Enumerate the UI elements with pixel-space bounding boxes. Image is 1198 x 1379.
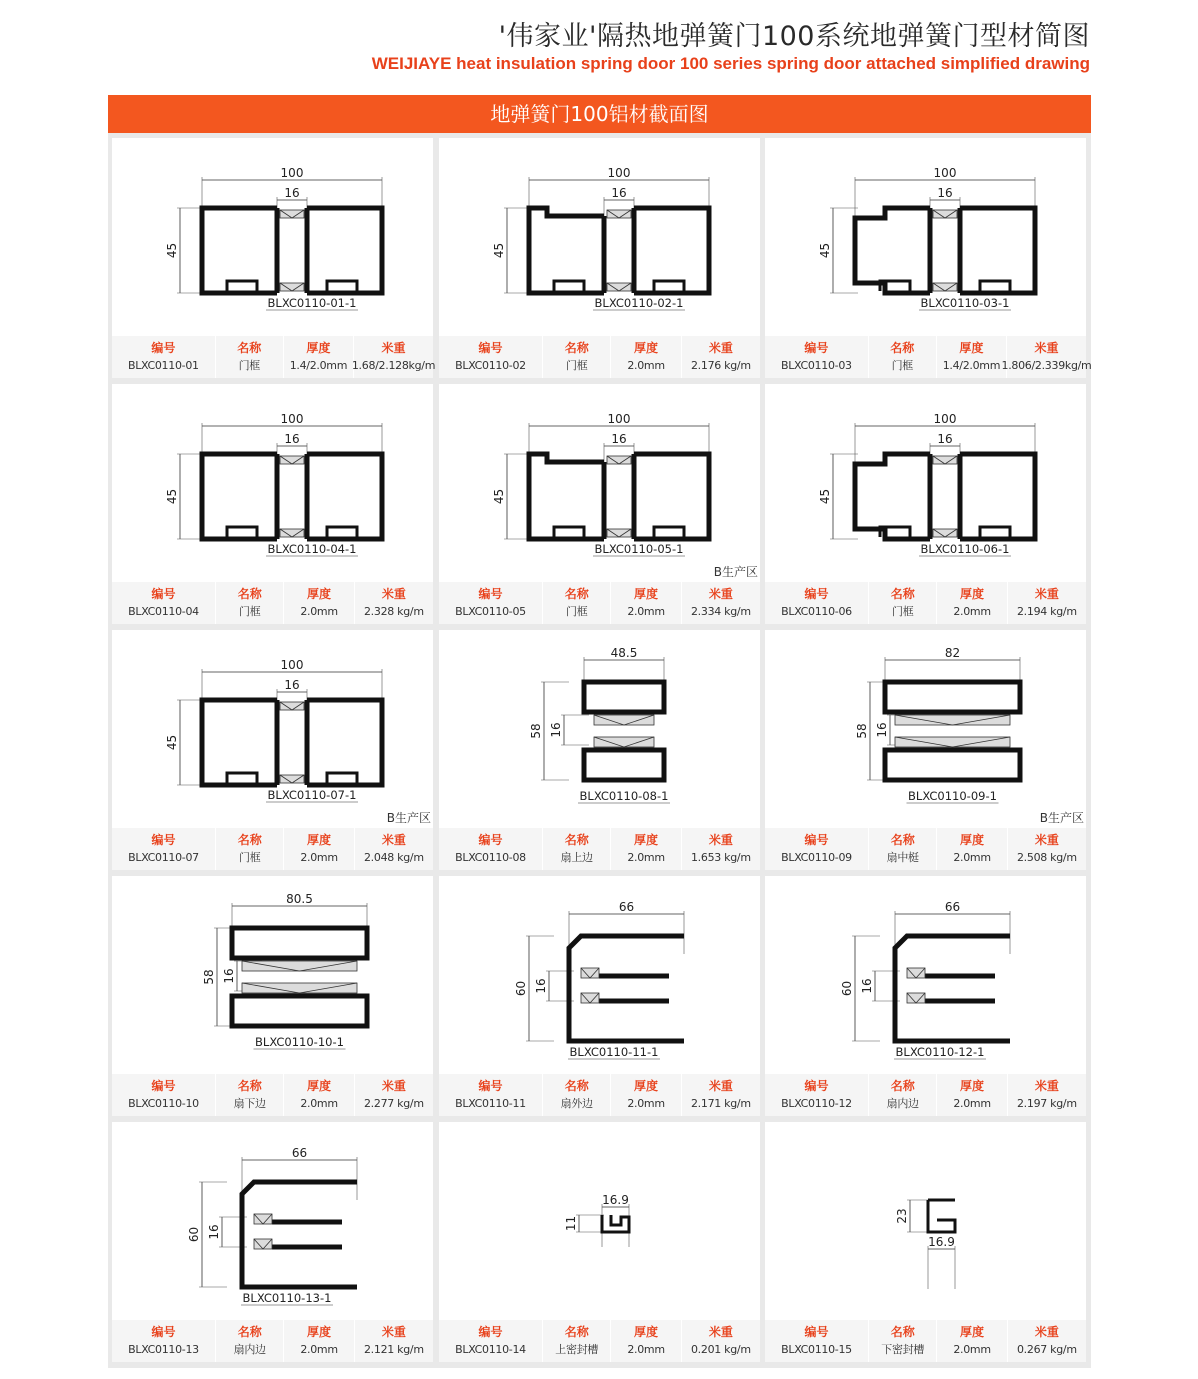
- drawing-label: BLXC0110-02-1: [594, 296, 684, 310]
- spec-header-weight: 米重: [1034, 1325, 1059, 1339]
- product-card: [765, 630, 1086, 870]
- name-value: 门框: [892, 605, 914, 618]
- spec-header-weight: 米重: [1034, 833, 1059, 847]
- spec-header-code: 编号: [151, 1325, 176, 1339]
- center-dimension: 16: [284, 432, 300, 446]
- code-value: BLXC0110-04: [128, 605, 199, 618]
- height-dimension: 58: [855, 723, 869, 739]
- name-value: 门框: [566, 605, 588, 618]
- production-zone-note: B生产区: [386, 811, 431, 825]
- spec-column-thickness: [611, 828, 681, 870]
- width-dimension: 16.9: [928, 1235, 955, 1249]
- spec-header-code: 编号: [478, 587, 503, 601]
- name-value: 扇下边: [233, 1097, 266, 1110]
- profile-cross-section-drawing: [765, 384, 1086, 582]
- spec-header-weight: 米重: [708, 1079, 733, 1093]
- profile-cross-section-drawing: [112, 138, 433, 336]
- code-value: BLXC0110-02: [455, 359, 526, 372]
- spec-table: [765, 1074, 1086, 1116]
- drawing-label: BLXC0110-01-1: [267, 296, 357, 310]
- spec-header-name: 名称: [564, 341, 589, 355]
- section-banner: 地弹簧门100铝材截面图: [108, 95, 1091, 133]
- spec-header-thickness: 厚度: [634, 1079, 659, 1093]
- product-card: [765, 384, 1086, 624]
- thickness-value: 2.0mm: [627, 1343, 665, 1356]
- profile-cross-section-drawing: [439, 138, 760, 336]
- weight-value: 2.194 kg/m: [1016, 605, 1077, 618]
- production-zone-note: B生产区: [1039, 811, 1084, 825]
- product-card: [765, 876, 1086, 1116]
- spec-column-weight: [1008, 828, 1086, 870]
- code-value: BLXC0110-10: [128, 1097, 199, 1110]
- spec-column-name: [543, 1074, 611, 1116]
- spec-column-name: [216, 828, 284, 870]
- spec-table: [765, 336, 1092, 378]
- width-dimension: 82: [944, 646, 961, 660]
- height-dimension: 45: [492, 488, 506, 505]
- spec-header-thickness: 厚度: [306, 341, 331, 355]
- spec-column-weight: [1008, 1074, 1086, 1116]
- spec-header-thickness: 厚度: [634, 833, 659, 847]
- code-value: BLXC0110-03: [780, 359, 852, 372]
- spec-header-name: 名称: [890, 1079, 915, 1093]
- drawing-label: BLXC0110-11-1: [569, 1045, 659, 1059]
- height-dimension: 45: [165, 242, 179, 259]
- spec-table: [439, 1074, 760, 1116]
- name-value: 扇中梃: [886, 851, 919, 864]
- width-dimension: 100: [933, 412, 957, 426]
- spec-column-code: [439, 582, 543, 624]
- width-dimension: 100: [280, 658, 304, 672]
- spec-table: [439, 828, 760, 870]
- center-dimension: 16: [534, 978, 548, 994]
- spec-table: [112, 1320, 433, 1362]
- width-dimension: 100: [280, 412, 304, 426]
- code-value: BLXC0110-13: [128, 1343, 199, 1356]
- spec-column-name: [869, 1320, 937, 1362]
- spec-header-thickness: 厚度: [960, 1325, 985, 1339]
- center-dimension: 16: [222, 968, 236, 984]
- spec-column-thickness: [284, 582, 354, 624]
- spec-header-code: 编号: [804, 1325, 829, 1339]
- spec-column-thickness: [284, 1320, 354, 1362]
- weight-value: 2.171 kg/m: [690, 1097, 751, 1110]
- spec-header-name: 名称: [237, 1325, 262, 1339]
- thickness-value: 2.0mm: [953, 1097, 991, 1110]
- spec-header-weight: 米重: [1034, 341, 1059, 355]
- product-card: [439, 876, 760, 1116]
- thickness-value: 2.0mm: [627, 1097, 665, 1110]
- spec-header-thickness: 厚度: [634, 341, 659, 355]
- spec-header-thickness: 厚度: [307, 1079, 332, 1093]
- code-value: BLXC0110-01: [127, 359, 199, 372]
- weight-value: 1.806/2.339kg/m: [1001, 359, 1092, 372]
- name-value: 门框: [239, 605, 261, 618]
- height-dimension: 58: [202, 969, 216, 985]
- height-dimension: 58: [529, 723, 543, 739]
- spec-header-weight: 米重: [708, 833, 733, 847]
- spec-column-thickness: [284, 336, 354, 378]
- drawing-label: BLXC0110-13-1: [242, 1291, 332, 1305]
- width-dimension: 80.5: [286, 892, 313, 906]
- weight-value: 2.176 kg/m: [690, 359, 751, 372]
- thickness-value: 2.0mm: [300, 851, 338, 864]
- spec-column-code: [439, 828, 543, 870]
- weight-value: 2.277 kg/m: [363, 1097, 424, 1110]
- spec-column-name: [869, 336, 937, 378]
- page-title: '伟家业'隔热地弹簧门100系统地弹簧门型材简图: [498, 21, 1090, 52]
- spec-column-thickness: [937, 336, 1007, 378]
- spec-header-name: 名称: [890, 587, 915, 601]
- spec-header-thickness: 厚度: [634, 1325, 659, 1339]
- center-dimension: 16: [860, 978, 874, 994]
- name-value: 上密封槽: [555, 1343, 599, 1356]
- product-card: [439, 384, 760, 624]
- spec-header-name: 名称: [564, 587, 589, 601]
- product-card: [112, 630, 433, 870]
- code-value: BLXC0110-12: [781, 1097, 852, 1110]
- code-value: BLXC0110-06: [781, 605, 852, 618]
- spec-header-code: 编号: [804, 587, 829, 601]
- spec-header-thickness: 厚度: [960, 833, 985, 847]
- drawing-label: BLXC0110-08-1: [579, 789, 669, 803]
- name-value: 门框: [239, 851, 261, 864]
- spec-column-code: [112, 1074, 216, 1116]
- drawing-label: BLXC0110-07-1: [267, 788, 357, 802]
- product-card: [765, 1122, 1086, 1362]
- spec-column-weight: [682, 336, 760, 378]
- height-dimension: 45: [165, 488, 179, 505]
- spec-table: [439, 336, 760, 378]
- profile-cross-section-drawing: [765, 138, 1086, 336]
- spec-column-name: [216, 1320, 284, 1362]
- thickness-value: 2.0mm: [953, 851, 991, 864]
- spec-column-code: [439, 1320, 543, 1362]
- product-card: [439, 138, 760, 378]
- weight-value: 2.197 kg/m: [1016, 1097, 1077, 1110]
- spec-column-thickness: [284, 828, 354, 870]
- spec-column-name: [543, 336, 611, 378]
- spec-column-weight: [682, 1074, 760, 1116]
- drawing-label: BLXC0110-09-1: [908, 789, 997, 803]
- width-dimension: 100: [933, 166, 957, 180]
- spec-column-code: [112, 828, 216, 870]
- spec-column-code: [765, 1074, 869, 1116]
- code-value: BLXC0110-08: [455, 851, 526, 864]
- spec-column-thickness: [937, 1320, 1007, 1362]
- spec-header-code: 编号: [804, 833, 829, 847]
- drawing-label: BLXC0110-06-1: [920, 542, 1010, 556]
- spec-table: [112, 828, 433, 870]
- width-dimension: 100: [607, 412, 631, 426]
- spec-header-code: 编号: [478, 833, 503, 847]
- height-dimension: 23: [895, 1208, 909, 1224]
- spec-table: [439, 582, 760, 624]
- spec-header-name: 名称: [564, 833, 589, 847]
- spec-header-weight: 米重: [1034, 1079, 1059, 1093]
- spec-column-thickness: [937, 828, 1007, 870]
- spec-column-name: [216, 336, 284, 378]
- spec-header-code: 编号: [478, 1079, 503, 1093]
- spec-header-weight: 米重: [381, 1325, 406, 1339]
- center-dimension: 16: [207, 1224, 221, 1240]
- center-dimension: 16: [284, 678, 300, 692]
- thickness-value: 1.4/2.0mm: [942, 359, 1001, 372]
- spec-header-weight: 米重: [708, 1325, 733, 1339]
- drawing-label: BLXC0110-03-1: [920, 296, 1010, 310]
- thickness-value: 2.0mm: [300, 1097, 338, 1110]
- spec-column-weight: [355, 828, 433, 870]
- spec-header-thickness: 厚度: [634, 587, 659, 601]
- spec-column-name: [543, 1320, 611, 1362]
- weight-value: 2.121 kg/m: [363, 1343, 424, 1356]
- profile-cross-section-drawing: [765, 630, 1086, 828]
- spec-header-code: 编号: [804, 341, 829, 355]
- weight-value: 2.508 kg/m: [1016, 851, 1077, 864]
- profile-cross-section-drawing: [439, 630, 760, 828]
- height-dimension: 45: [818, 488, 832, 505]
- product-card: [112, 384, 433, 624]
- center-dimension: 16: [611, 432, 627, 446]
- center-dimension: 16: [611, 186, 627, 200]
- spec-column-thickness: [611, 582, 681, 624]
- spec-column-weight: [355, 1074, 433, 1116]
- spec-header-weight: 米重: [381, 341, 406, 355]
- height-dimension: 45: [165, 734, 179, 751]
- center-dimension: 16: [284, 186, 300, 200]
- code-value: BLXC0110-11: [455, 1097, 526, 1110]
- width-dimension: 66: [618, 900, 635, 914]
- weight-value: 0.267 kg/m: [1016, 1343, 1077, 1356]
- product-grid: [108, 133, 1091, 1368]
- name-value: 门框: [891, 359, 913, 372]
- drawing-label: BLXC0110-05-1: [594, 542, 684, 556]
- code-value: BLXC0110-15: [781, 1343, 852, 1356]
- spec-column-code: [765, 336, 869, 378]
- weight-value: 2.328 kg/m: [363, 605, 424, 618]
- spec-header-weight: 米重: [381, 1079, 406, 1093]
- height-dimension: 45: [492, 242, 506, 259]
- name-value: 门框: [566, 359, 588, 372]
- spec-header-weight: 米重: [708, 341, 733, 355]
- spec-table: [765, 1320, 1086, 1362]
- name-value: 扇上边: [560, 851, 593, 864]
- spec-header-thickness: 厚度: [307, 587, 332, 601]
- spec-header-weight: 米重: [381, 833, 406, 847]
- spec-table: [765, 582, 1086, 624]
- thickness-value: 2.0mm: [300, 605, 338, 618]
- profile-cross-section-drawing: [112, 1122, 433, 1320]
- weight-value: 0.201 kg/m: [690, 1343, 751, 1356]
- product-card: [112, 876, 433, 1116]
- spec-column-thickness: [284, 1074, 354, 1116]
- spec-column-thickness: [611, 1320, 681, 1362]
- code-value: BLXC0110-09: [781, 851, 852, 864]
- profile-cross-section-drawing: [765, 1122, 1086, 1320]
- spec-column-weight: [1008, 1320, 1086, 1362]
- code-value: BLXC0110-07: [128, 851, 199, 864]
- product-card: [439, 630, 760, 870]
- spec-header-code: 编号: [151, 1079, 176, 1093]
- height-dimension: 45: [818, 242, 832, 259]
- spec-header-name: 名称: [890, 1325, 915, 1339]
- spec-header-thickness: 厚度: [307, 1325, 332, 1339]
- spec-header-code: 编号: [151, 833, 176, 847]
- profile-cross-section-drawing: [439, 1122, 760, 1320]
- spec-column-name: [869, 828, 937, 870]
- spec-header-name: 名称: [890, 341, 915, 355]
- spec-column-code: [765, 828, 869, 870]
- profile-cross-section-drawing: [112, 630, 433, 828]
- name-value: 扇外边: [560, 1097, 593, 1110]
- center-dimension: 16: [937, 186, 953, 200]
- drawing-label: BLXC0110-10-1: [255, 1035, 344, 1049]
- spec-header-name: 名称: [564, 1325, 589, 1339]
- spec-column-thickness: [611, 1074, 681, 1116]
- spec-column-weight: [1001, 336, 1092, 378]
- spec-column-name: [216, 582, 284, 624]
- spec-column-weight: [355, 582, 433, 624]
- spec-table: [112, 336, 436, 378]
- thickness-value: 2.0mm: [627, 359, 665, 372]
- height-dimension: 60: [514, 980, 528, 997]
- thickness-value: 2.0mm: [627, 605, 665, 618]
- spec-header-code: 编号: [478, 341, 503, 355]
- thickness-value: 2.0mm: [300, 1343, 338, 1356]
- center-dimension: 16: [875, 722, 889, 738]
- spec-table: [112, 1074, 433, 1116]
- spec-header-thickness: 厚度: [960, 1079, 985, 1093]
- spec-column-name: [869, 1074, 937, 1116]
- code-value: BLXC0110-14: [455, 1343, 526, 1356]
- spec-header-weight: 米重: [1034, 587, 1059, 601]
- height-dimension: 11: [564, 1215, 578, 1232]
- spec-column-thickness: [937, 1074, 1007, 1116]
- spec-column-code: [439, 336, 543, 378]
- spec-column-weight: [1008, 582, 1086, 624]
- width-dimension: 66: [291, 1146, 308, 1160]
- height-dimension: 60: [187, 1226, 201, 1243]
- spec-column-weight: [682, 828, 760, 870]
- product-card: [765, 138, 1092, 378]
- spec-column-code: [765, 582, 869, 624]
- spec-header-name: 名称: [237, 1079, 262, 1093]
- profile-cross-section-drawing: [112, 384, 433, 582]
- spec-column-thickness: [611, 336, 681, 378]
- spec-column-code: [112, 336, 216, 378]
- center-dimension: 16: [937, 432, 953, 446]
- spec-header-code: 编号: [151, 587, 176, 601]
- width-dimension: 100: [280, 166, 304, 180]
- spec-column-code: [112, 582, 216, 624]
- drawing-label: BLXC0110-04-1: [267, 542, 357, 556]
- spec-column-code: [439, 1074, 543, 1116]
- spec-header-thickness: 厚度: [959, 341, 984, 355]
- weight-value: 1.68/2.128kg/m: [351, 359, 436, 372]
- spec-header-thickness: 厚度: [307, 833, 332, 847]
- spec-column-code: [765, 1320, 869, 1362]
- width-dimension: 66: [944, 900, 961, 914]
- spec-header-code: 编号: [804, 1079, 829, 1093]
- height-dimension: 60: [840, 980, 854, 997]
- spec-header-name: 名称: [237, 833, 262, 847]
- product-card: [112, 138, 436, 378]
- weight-value: 2.048 kg/m: [363, 851, 424, 864]
- spec-table: [439, 1320, 760, 1362]
- name-value: 门框: [238, 359, 260, 372]
- spec-table: [765, 828, 1086, 870]
- spec-header-weight: 米重: [708, 587, 733, 601]
- thickness-value: 2.0mm: [627, 851, 665, 864]
- spec-column-weight: [682, 582, 760, 624]
- spec-column-name: [543, 828, 611, 870]
- spec-column-thickness: [937, 582, 1007, 624]
- spec-column-weight: [355, 1320, 433, 1362]
- product-card: [439, 1122, 760, 1362]
- spec-header-code: 编号: [151, 341, 176, 355]
- spec-header-name: 名称: [237, 587, 262, 601]
- spec-header-code: 编号: [478, 1325, 503, 1339]
- profile-cross-section-drawing: [439, 384, 760, 582]
- thickness-value: 2.0mm: [953, 1343, 991, 1356]
- profile-cross-section-drawing: [765, 876, 1086, 1074]
- spec-column-name: [543, 582, 611, 624]
- profile-cross-section-drawing: [439, 876, 760, 1074]
- name-value: 下密封槽: [881, 1343, 925, 1356]
- name-value: 扇内边: [233, 1343, 266, 1356]
- spec-column-weight: [351, 336, 436, 378]
- spec-column-name: [869, 582, 937, 624]
- center-dimension: 16: [549, 722, 563, 738]
- spec-header-name: 名称: [564, 1079, 589, 1093]
- production-zone-note: B生产区: [713, 565, 758, 579]
- spec-header-thickness: 厚度: [960, 587, 985, 601]
- width-dimension: 48.5: [610, 646, 638, 660]
- profile-cross-section-drawing: [112, 876, 433, 1074]
- width-dimension: 100: [607, 166, 631, 180]
- weight-value: 2.334 kg/m: [690, 605, 751, 618]
- spec-table: [112, 582, 433, 624]
- code-value: BLXC0110-05: [455, 605, 526, 618]
- thickness-value: 1.4/2.0mm: [289, 359, 348, 372]
- spec-header-weight: 米重: [381, 587, 406, 601]
- thickness-value: 2.0mm: [953, 605, 991, 618]
- drawing-label: BLXC0110-12-1: [895, 1045, 985, 1059]
- width-dimension: 16.9: [602, 1193, 629, 1207]
- spec-header-name: 名称: [237, 341, 262, 355]
- weight-value: 1.653 kg/m: [690, 851, 751, 864]
- product-card: [112, 1122, 433, 1362]
- spec-column-weight: [682, 1320, 760, 1362]
- spec-column-name: [216, 1074, 284, 1116]
- name-value: 扇内边: [886, 1097, 919, 1110]
- page-subtitle: WEIJIAYE heat insulation spring door 100 series spring door attached simplified drawing: [371, 54, 1090, 73]
- spec-column-code: [112, 1320, 216, 1362]
- spec-header-name: 名称: [890, 833, 915, 847]
